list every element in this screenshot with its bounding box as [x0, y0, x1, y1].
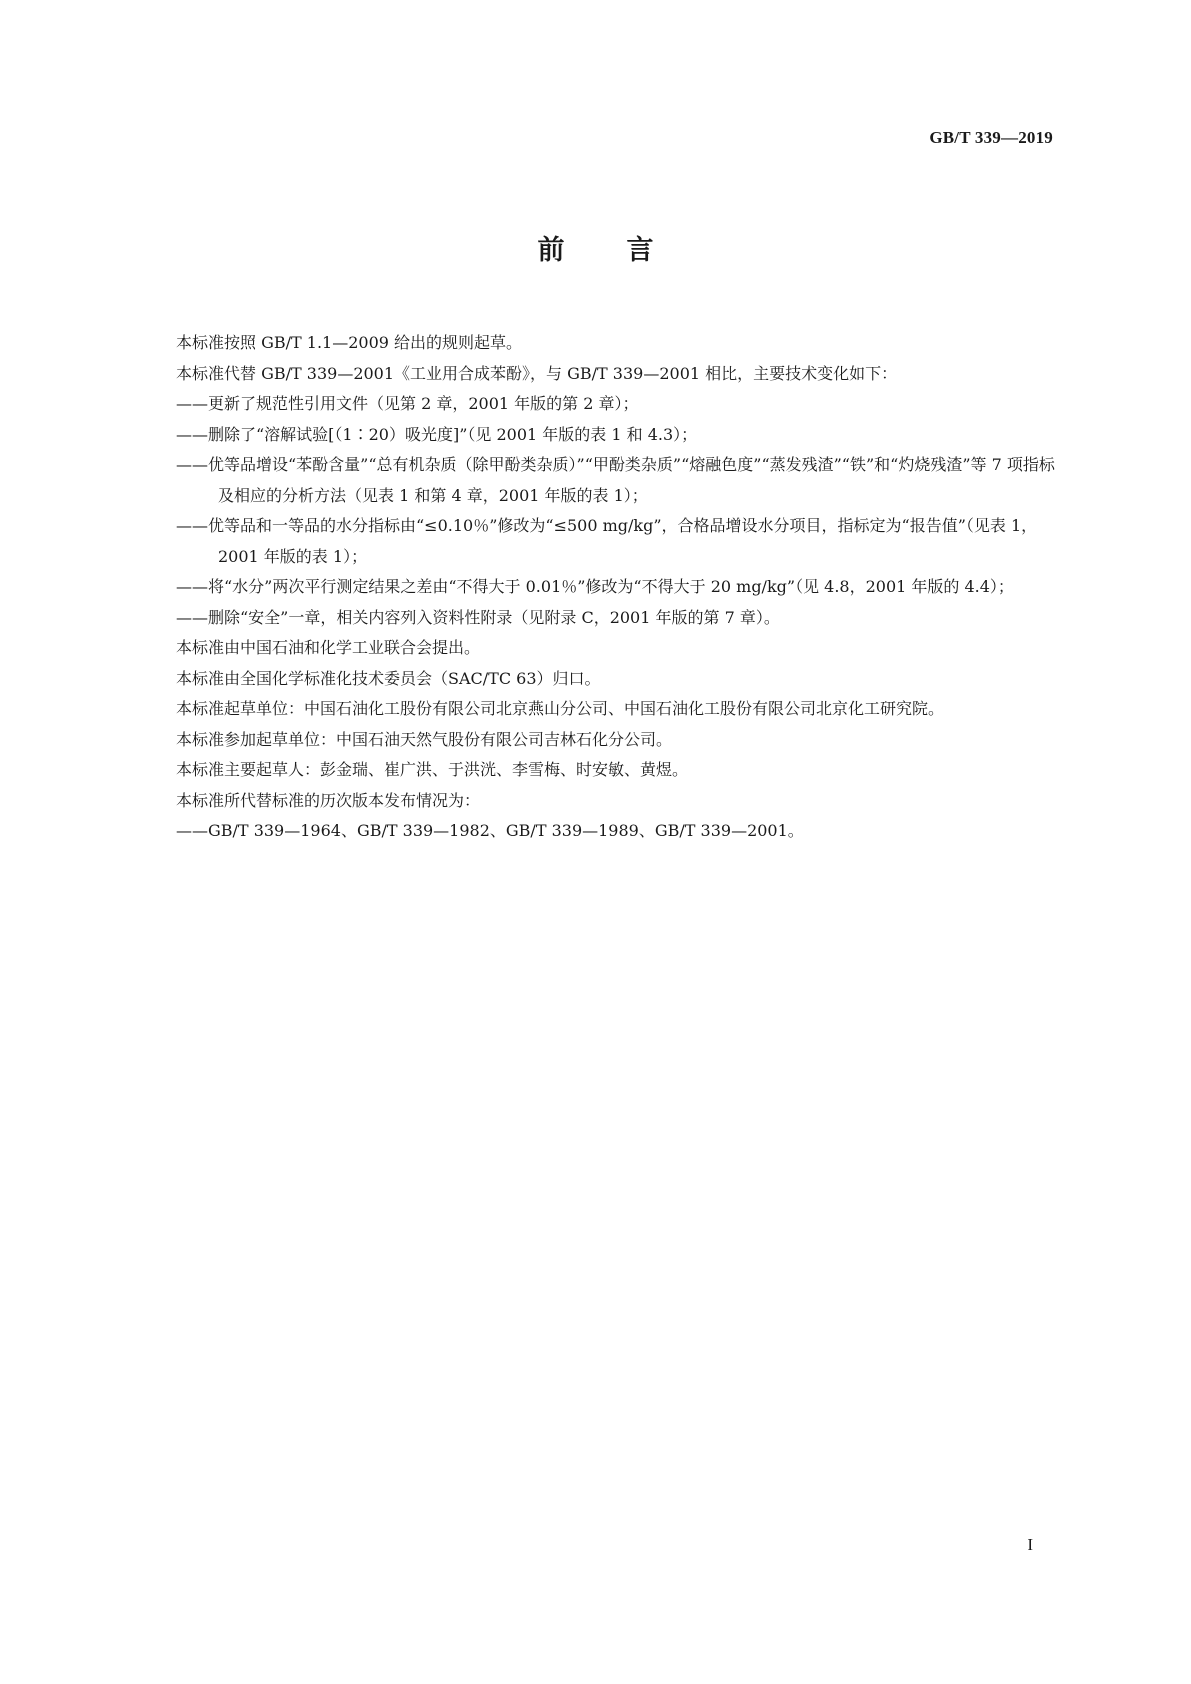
change-item-references: ——更新了规范性引用文件（见第 2 章，2001 年版的第 2 章）；	[176, 394, 639, 413]
paragraph-previous-editions: 本标准所代替标准的历次版本发布情况为：	[176, 790, 481, 810]
change-item-safety-chapter: ——删除“安全”一章，相关内容列入资料性附录（见附录 C，2001 年版的第 7 章）。	[176, 607, 780, 627]
paragraph-participating-units: 本标准参加起草单位：中国石油天然气股份有限公司吉林石化分公司。	[176, 729, 673, 749]
paragraph-drafting-units: 本标准起草单位：中国石油化工股份有限公司北京燕山分公司、中国石油化工股份有限公司北京化工研究院。	[176, 699, 945, 718]
page-number: I	[1027, 1535, 1033, 1554]
change-item-new-indicators: ——优等品增设“苯酚含量”“总有机杂质（除甲酚类杂质）”“甲酚类杂质”“熔融色度”“蒸发残渣”“铁”和“灼烧残渣”等 7 项指标及相应的分析方法（见表 1 和第 4 章，2001 年版的表 1）；	[176, 455, 1055, 505]
foreword-body	[134, 328, 1060, 847]
document-code: GB/T 339—2019	[929, 128, 1053, 147]
previous-editions-list: ——GB/T 339—1964、GB/T 339—1982、GB/T 339—1989、GB/T 339—2001。	[176, 821, 804, 840]
change-item-moisture-precision: ——将“水分”两次平行测定结果之差由“不得大于 0.01％”修改为“不得大于 20 mg/kg”（见 4.8，2001 年版的 4.4）；	[176, 577, 1014, 596]
paragraph-replacement: 本标准代替 GB/T 339—2001《工业用合成苯酚》，与 GB/T 339—2001 相比，主要技术变化如下：	[176, 363, 898, 383]
paragraph-proposed-by: 本标准由中国石油和化学工业联合会提出。	[176, 638, 481, 657]
paragraph-main-drafters: 本标准主要起草人：彭金瑞、崔广洪、于洪洸、李雪梅、时安敏、黄煜。	[176, 760, 689, 779]
paragraph-drafting-rules: 本标准按照 GB/T 1.1—2009 给出的规则起草。	[176, 333, 523, 352]
change-item-dissolution-test: ——删除了“溶解试验[（1∶20）吸光度]”（见 2001 年版的表 1 和 4.3）；	[176, 424, 698, 444]
change-item-moisture-limit: ——优等品和一等品的水分指标由“≤0.10％”修改为“≤500 mg/kg”，合格品增设水分项目，指标定为“报告值”（见表 1，2001 年版的表 1）；	[176, 516, 1038, 566]
page-title: 前言	[537, 235, 716, 266]
paragraph-technical-committee: 本标准由全国化学标准化技术委员会（SAC/TC 63）归口。	[176, 668, 601, 688]
